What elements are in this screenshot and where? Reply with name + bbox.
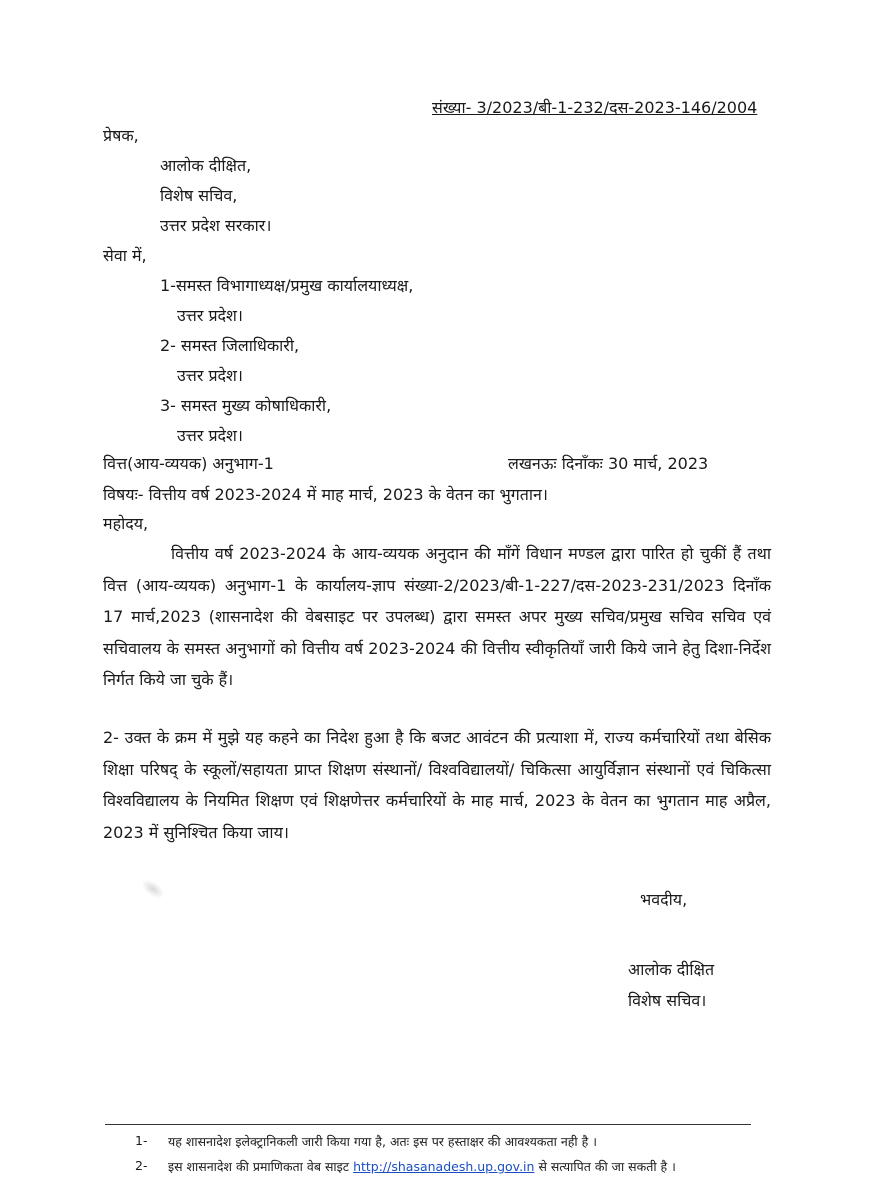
scan-smudge xyxy=(138,876,167,902)
footnote-1-text: यह शासनादेश इलेक्ट्रानिकली जारी किया गया है, अतः इस पर हस्ताक्षर की आवश्यकता नही है । xyxy=(168,1134,597,1149)
footnote-divider xyxy=(105,1124,751,1125)
recipient-3-title: 3- समस्त मुख्य कोषाधिकारी, xyxy=(160,396,332,415)
sender-label: प्रेषक, xyxy=(103,126,139,145)
signatory-designation: विशेष सचिव। xyxy=(628,991,707,1010)
subject: विषयः- वित्तीय वर्ष 2023-2024 में माह मार्च, 2023 के वेतन का भुगतान। xyxy=(103,485,548,504)
recipient-1-title: 1-समस्त विभागाध्यक्ष/प्रमुख कार्यालयाध्यक्ष, xyxy=(160,276,414,295)
recipient-2-title: 2- समस्त जिलाधिकारी, xyxy=(160,336,300,355)
footnote-2-text xyxy=(168,1158,676,1175)
place-date: लखनऊः दिनाँकः 30 मार्च, 2023 xyxy=(508,454,709,473)
recipient-2-place: उत्तर प्रदेश। xyxy=(177,366,243,385)
sender-designation: विशेष सचिव, xyxy=(160,186,238,205)
footnote-2-number: 2- xyxy=(135,1158,148,1173)
recipient-1-place: उत्तर प्रदेश। xyxy=(177,306,243,325)
body-paragraph-1: वित्तीय वर्ष 2023-2024 के आय-व्ययक अनुदान की माँगें विधान मण्डल द्वारा पारित हो चुकीं हैं तथा वित्त (आय-व्ययक) अनुभाग-1 के कार्यालय-ज्ञाप संख्या-2/2023/बी-1-227/दस-2023-231/2023 दिनाँक 17 मार्च,2023 (शासनादेश की वेबसाइट पर उपलब्ध) द्वारा समस्त अपर मुख्य सचिव/प्रमुख सचिव सचिव एवं सचिवालय के समस्त अनुभागों को वित्तीय वर्ष 2023-2024 की वित्तीय स्वीकृतियाँ जारी किये जाने हेतु दिशा-निर्देश निर्गत किये जा चुके हैं। xyxy=(103,544,771,689)
verification-website-link[interactable]: http://shasanadesh.up.gov.in xyxy=(353,1159,535,1174)
department: वित्त(आय-व्ययक) अनुभाग-1 xyxy=(103,454,274,473)
sender-office: उत्तर प्रदेश सरकार। xyxy=(160,216,272,235)
signatory-name: आलोक दीक्षित xyxy=(628,960,715,979)
recipient-3-place: उत्तर प्रदेश। xyxy=(177,426,243,445)
closing: भवदीय, xyxy=(640,890,688,909)
body-paragraph-2: 2- उक्त के क्रम में मुझे यह कहने का निदेश हुआ है कि बजट आवंटन की प्रत्याशा में, राज्य कर्मचारियों तथा बेसिक शिक्षा परिषद् के स्कूलों/सहायता प्राप्त शिक्षण संस्थानों/ विश्वविद्यालयों/ चिकित्सा आयुर्विज्ञान संस्थानों एवं चिकित्सा विश्वविद्यालय के नियमित शिक्षण एवं शिक्षणेत्तर कर्मचारियों के माह मार्च, 2023 के वेतन का भुगतान माह अप्रैल, 2023 में सुनिश्चित किया जाय। xyxy=(103,728,771,842)
reference-number: संख्या- 3/2023/बी-1-232/दस-2023-146/2004 xyxy=(432,98,758,117)
footnote-1-number: 1- xyxy=(135,1133,148,1148)
recipients-label: सेवा में, xyxy=(103,246,147,265)
footnote-2-prefix: इस शासनादेश की प्रमाणिकता वेब साइट xyxy=(168,1159,350,1174)
footnote-2-suffix: से सत्यापित की जा सकती है । xyxy=(538,1159,676,1174)
sender-name: आलोक दीक्षित, xyxy=(160,156,252,175)
salutation: महोदय, xyxy=(103,514,149,533)
